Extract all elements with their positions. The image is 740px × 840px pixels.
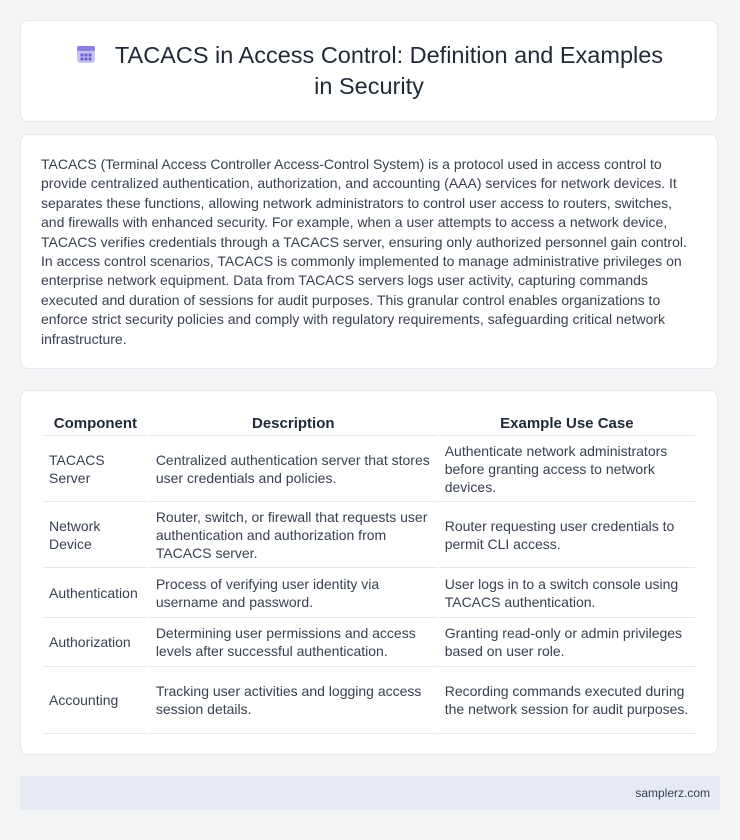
page-title: TACACS in Access Control: Definition and Examples in Security	[114, 42, 664, 99]
table-row	[43, 667, 695, 734]
cell-description: Centralized authentication server that stores user credentials and policies.	[150, 436, 437, 502]
cell-description: Tracking user activities and logging access session details.	[150, 667, 437, 734]
cell-example: Router requesting user credentials to permit CLI access.	[439, 502, 695, 568]
table-row	[43, 436, 695, 502]
calendar-icon	[75, 43, 97, 72]
cell-component: Authorization	[43, 618, 148, 667]
footer-bar	[20, 776, 720, 810]
components-table	[41, 411, 697, 734]
table-row	[43, 502, 695, 568]
table-card	[20, 390, 718, 755]
header-description: Description	[150, 411, 437, 436]
table-header-row	[43, 411, 695, 436]
cell-description: Determining user permissions and access levels after successful authentication.	[150, 618, 437, 667]
cell-example: Recording commands executed during the network session for audit purposes.	[439, 667, 695, 734]
header-component: Component	[43, 411, 148, 436]
table-row	[43, 618, 695, 667]
cell-component: TACACS Server	[43, 436, 148, 502]
cell-example: Granting read-only or admin privileges based on user role.	[439, 618, 695, 667]
cell-component: Authentication	[43, 568, 148, 618]
footer-site-link[interactable]: samplerz.com	[635, 786, 710, 800]
table-row	[43, 568, 695, 618]
cell-example: User logs in to a switch console using TACACS authentication.	[439, 568, 695, 618]
cell-component: Network Device	[43, 502, 148, 568]
cell-description: Process of verifying user identity via username and password.	[150, 568, 437, 618]
cell-example: Authenticate network administrators before granting access to network devices.	[439, 436, 695, 502]
intro-paragraph: TACACS (Terminal Access Controller Access-Control System) is a protocol used in access control to provide centralized authentication, authorization, and accounting (AAA) services for network devices. It separates these functions, allowing network administrators to control user access to routers, switches, and firewalls with enhanced security. For example, when a user attempts to access a network device, TACACS verifies credentials through a TACACS server, ensuring only authorized personnel gain control. In access control scenarios, TACACS is commonly implemented to manage administrative privileges on enterprise network equipment. Data from TACACS servers logs user activity, capturing commands executed and duration of sessions for audit purposes. This granular control enables organizations to enforce strict security policies and comply with regulatory requirements, safeguarding critical network infrastructure.	[41, 156, 687, 347]
intro-card	[20, 134, 718, 369]
cell-description: Router, switch, or firewall that requests user authentication and authorization from TACACS server.	[150, 502, 437, 568]
cell-component: Accounting	[43, 667, 148, 734]
header-example: Example Use Case	[439, 411, 695, 436]
title-card	[20, 20, 718, 122]
page-title-wrap	[69, 41, 669, 101]
